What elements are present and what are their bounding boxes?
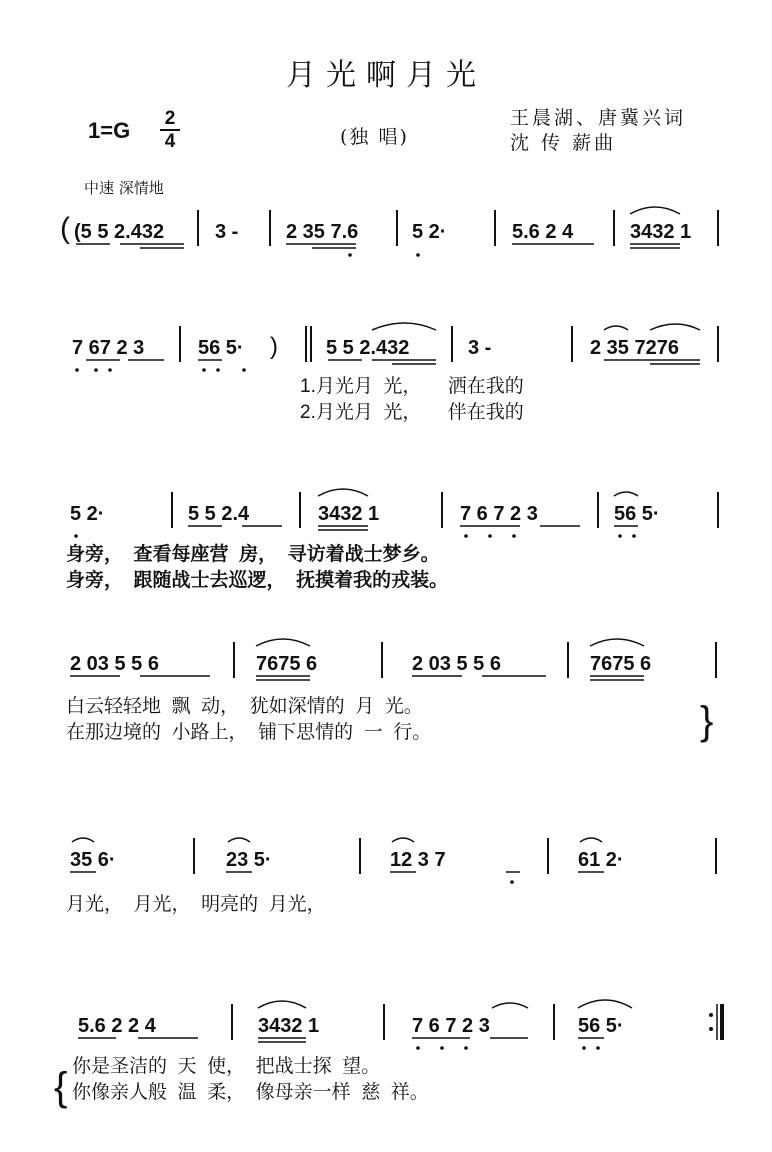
measure-6-4: 56 5· <box>578 1015 624 1037</box>
verse-1-line-2: 身旁， 查看每座营 房， 寻访着战士梦乡。 <box>66 544 440 565</box>
measure-6-1: 5.6 2 2 4 <box>78 1015 156 1037</box>
low-octave-dot <box>488 534 492 538</box>
slur <box>318 489 368 496</box>
measure-2-4: 3 - <box>468 337 492 359</box>
score-row-6 <box>54 1000 722 1109</box>
low-octave-dot <box>216 368 220 372</box>
intro-paren: ( <box>60 212 70 245</box>
measure-6-2: 3432 1 <box>258 1015 320 1037</box>
slur <box>580 838 602 842</box>
measure-2-2: 56 5· <box>198 337 244 359</box>
measure-1-2: 3 - <box>215 221 239 243</box>
slur <box>614 492 638 496</box>
performance-mode: (独 唱) <box>340 126 409 148</box>
low-octave-dot <box>596 1046 600 1050</box>
low-octave-dot <box>202 368 206 372</box>
slur <box>258 1001 306 1008</box>
tempo-marking: 中速 深情地 <box>84 179 164 197</box>
measure-3-2: 5 5 2.4 <box>188 503 250 525</box>
time-signature-top: 2 <box>164 108 176 129</box>
low-octave-dot <box>632 534 636 538</box>
lyricist-credit: 王晨湖、唐冀兴词 <box>510 107 687 129</box>
slur <box>650 324 700 330</box>
measure-4-4: 7675 6 <box>590 653 652 675</box>
low-octave-dot <box>416 253 420 257</box>
low-octave-dot <box>94 368 98 372</box>
measure-3-1: 5 2· <box>70 503 105 525</box>
measure-5-3: 12 3 7 <box>390 849 446 871</box>
measure-2-3: 5 5 2.432 <box>326 337 410 359</box>
measure-2-1: 7 67 2 3 <box>72 337 145 359</box>
verse-1-line-4: 你是圣洁的 天 使， 把战士探 望。 <box>72 1056 381 1077</box>
left-brace: { <box>54 1065 68 1109</box>
slur <box>392 838 414 842</box>
refrain-lyric: 月光， 月光， 明亮的 月光， <box>66 894 326 915</box>
verse-1-line-1: 1.月光月 光， 洒在我的 <box>300 376 524 397</box>
score-row-5 <box>66 838 716 915</box>
measure-1-4: 5 2· <box>412 221 447 243</box>
slur <box>590 639 644 646</box>
time-signature-bottom: 4 <box>164 131 176 152</box>
low-octave-dot <box>440 1046 444 1050</box>
low-octave-dot <box>416 1046 420 1050</box>
measure-2-5: 2 35 7276 <box>590 337 679 359</box>
score-row-4 <box>66 639 716 743</box>
measure-3-5: 56 5· <box>614 503 660 525</box>
measure-4-1: 2 03 5 5 6 <box>70 653 159 675</box>
score-row-3 <box>66 489 718 591</box>
measure-5-2: 23 5· <box>226 849 272 871</box>
measure-1-5: 5.6 2 4 <box>512 221 574 243</box>
slur <box>372 323 436 330</box>
slur <box>256 639 310 646</box>
slur <box>604 326 628 330</box>
low-octave-dot <box>74 534 78 538</box>
song-title: 月光啊月光 <box>286 58 486 93</box>
verse-2-line-3: 在那边境的 小路上， 铺下思情的 一 行。 <box>66 722 432 743</box>
measure-5-4: 61 2· <box>578 849 624 871</box>
verse-2-line-1: 2.月光月 光， 伴在我的 <box>300 402 524 423</box>
composer-credit: 沈 传 薪曲 <box>510 132 617 154</box>
measure-5-1: 35 6· <box>70 849 116 871</box>
slur <box>72 838 94 842</box>
score-row-1 <box>60 207 718 257</box>
low-octave-dot <box>75 368 79 372</box>
measure-3-3: 3432 1 <box>318 503 380 525</box>
intro-close-paren: ) <box>270 333 278 360</box>
slur <box>578 1000 632 1008</box>
verse-1-line-3: 白云轻轻地 飘 动， 犹如深情的 月 光。 <box>66 696 423 717</box>
low-octave-dot <box>582 1046 586 1050</box>
low-octave-dot <box>242 368 246 372</box>
low-octave-dot <box>348 253 352 257</box>
low-octave-dot <box>512 534 516 538</box>
measure-1-3: 2 35 7.6 <box>286 221 359 243</box>
repeat-dot <box>709 1013 713 1017</box>
low-octave-dot <box>464 1046 468 1050</box>
slur <box>492 1003 528 1008</box>
right-brace: } <box>700 699 714 743</box>
low-octave-dot <box>618 534 622 538</box>
low-octave-dot <box>108 368 112 372</box>
low-octave-dot <box>464 534 468 538</box>
measure-1-6: 3432 1 <box>630 221 692 243</box>
measure-4-2: 7675 6 <box>256 653 318 675</box>
slur <box>228 838 250 842</box>
repeat-dot <box>709 1027 713 1031</box>
measure-1-1: (5 5 2.432 <box>74 221 165 243</box>
slur <box>630 207 680 214</box>
verse-2-line-2: 身旁， 跟随战士去巡逻， 抚摸着我的戎装。 <box>66 570 449 591</box>
score-row-2 <box>72 323 718 423</box>
measure-3-4: 7 6 7 2 3 <box>460 503 538 525</box>
key-signature: 1=G <box>88 118 131 143</box>
verse-2-line-4: 你像亲人般 温 柔， 像母亲一样 慈 祥。 <box>72 1082 429 1103</box>
measure-6-3: 7 6 7 2 3 <box>412 1015 490 1037</box>
measure-4-3: 2 03 5 5 6 <box>412 653 501 675</box>
low-octave-dot <box>510 880 514 884</box>
